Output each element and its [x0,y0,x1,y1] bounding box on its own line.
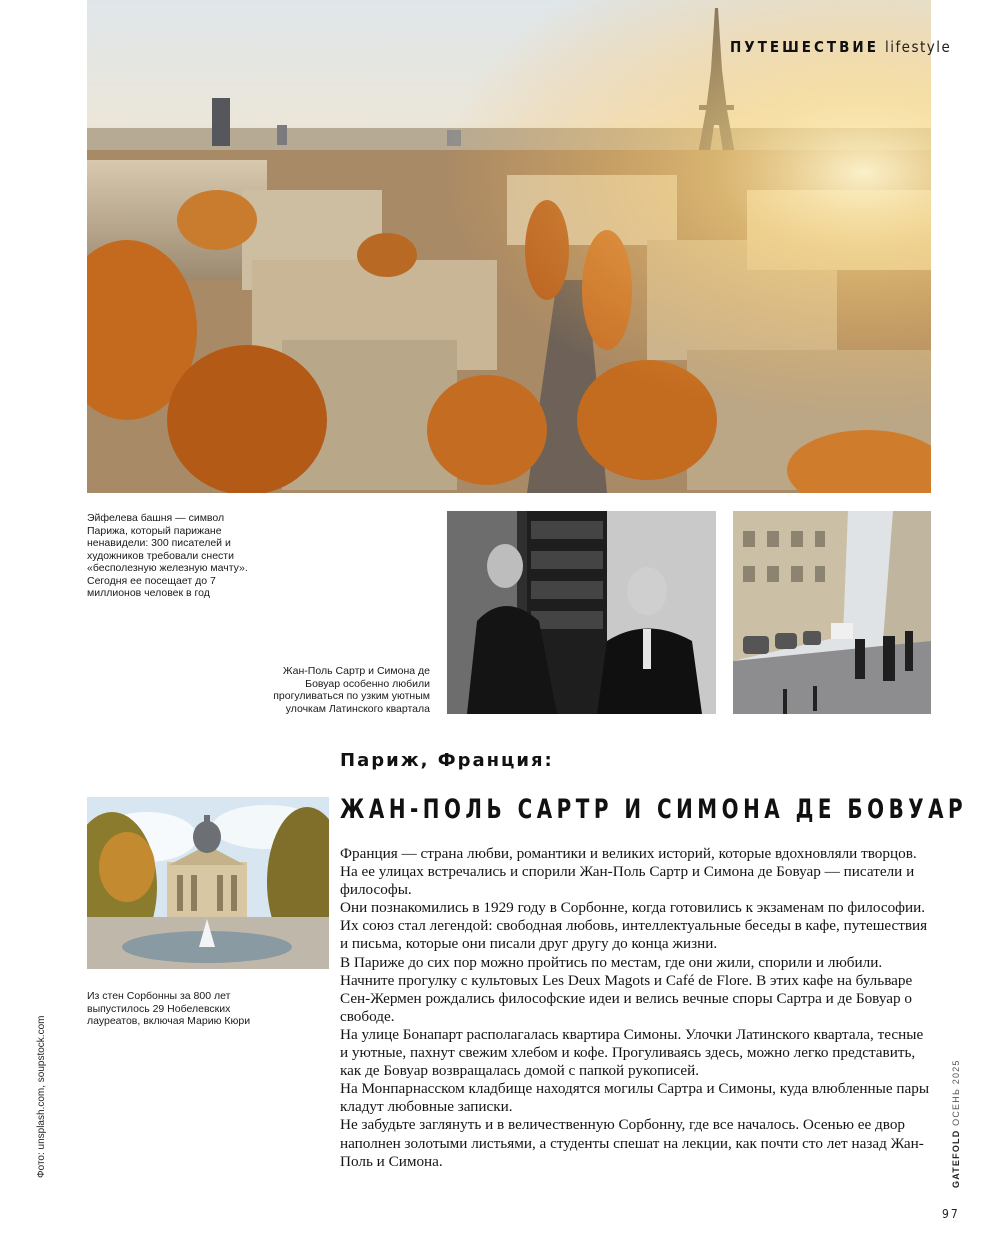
caption-eiffel: Эйфелева башня — символ Парижа, который парижане ненавидели: 300 писателей и художников требовали снести «бесполезную железную мачту». Сегодня ее посещает до 7 миллионов человек в год [87,512,248,599]
photo-credit: Фото: unsplash.com, soupstock.com [36,1015,47,1178]
body-paragraph: Франция — страна любви, романтики и великих историй, которые вдохновляли творцов. На ее улицах встречались и спорили Жан-Поль Сартр и Симона де Бовуар — писатели и философы. [340,845,917,899]
page-number: 97 [942,1207,960,1221]
photo-sartre-beauvoir-illustration [447,511,716,714]
photo-sorbonne [87,797,329,969]
caption-sorbonne: Из стен Сорбонны за 800 лет выпустилось 29 Нобелевских лауреатов, включая Марию Кюри [87,990,251,1027]
section-label [730,38,951,56]
body-paragraph: Они познакомились в 1929 году в Сорбонне, когда готовились к экзаменам по философии. Их союз стал легендой: свободная любовь, интеллектуальные беседы в кафе, путешествия и письма, которые они писали друг другу до конца жизни. [340,899,928,953]
hero-illustration [87,0,931,493]
issue-label: ОСЕНЬ 2025 [951,1059,961,1126]
article-subhead: Париж, Франция: [340,750,554,771]
photo-street-illustration [733,511,931,714]
photo-latin-quarter-street [733,511,931,714]
hero-photo-paris-panorama [87,0,931,493]
article-body [340,845,932,1171]
body-paragraph: На улице Бонапарт располагалась квартира Симоны. Улочки Латинского квартала, тесные и уютные, пахнут свежим хлебом и кофе. Прогуливаясь здесь, можно легко представить, как де Бовуар возвращалась домой с папкой рукописей. [340,1025,924,1080]
section-subtitle: lifestyle [884,38,952,56]
photo-sorbonne-illustration [87,797,329,969]
body-paragraph: В Париже до сих пор можно пройтись по местам, где они жили, спорили и любили. Начните прогулку с культовых Les Deux Magots и Café de Flore. В этих кафе на бульваре Сен-Жермен рождались философские идеи и велись вечные споры Сартра и де Бовуар о свободе. [340,953,913,1025]
photo-sartre-beauvoir [447,511,716,714]
magazine-brand: GATEFOLD [951,1129,961,1188]
body-paragraph: На Монпарнасском кладбище находятся могилы Сартра и Симоны, куда влюбленные пары кладут любовные записки. [340,1080,930,1116]
issue-mark [951,1059,961,1188]
body-paragraph: Не забудьте заглянуть и в величественную Сорбонну, где все началось. Осенью ее двор наполнен золотыми листьями, а студенты спешат на лекции, как почти сто лет назад Жан-Поль и Симона. [340,1116,924,1170]
article-headline: ЖАН-ПОЛЬ САРТР И СИМОНА ДЕ БОВУАР [340,794,968,825]
caption-sartre-beauvoir: Жан-Поль Сартр и Симона де Бовуар особенно любили прогуливаться по узким уютным улочкам Латинского квартала [273,665,430,715]
section-title: ПУТЕШЕСТВИЕ [730,38,879,56]
